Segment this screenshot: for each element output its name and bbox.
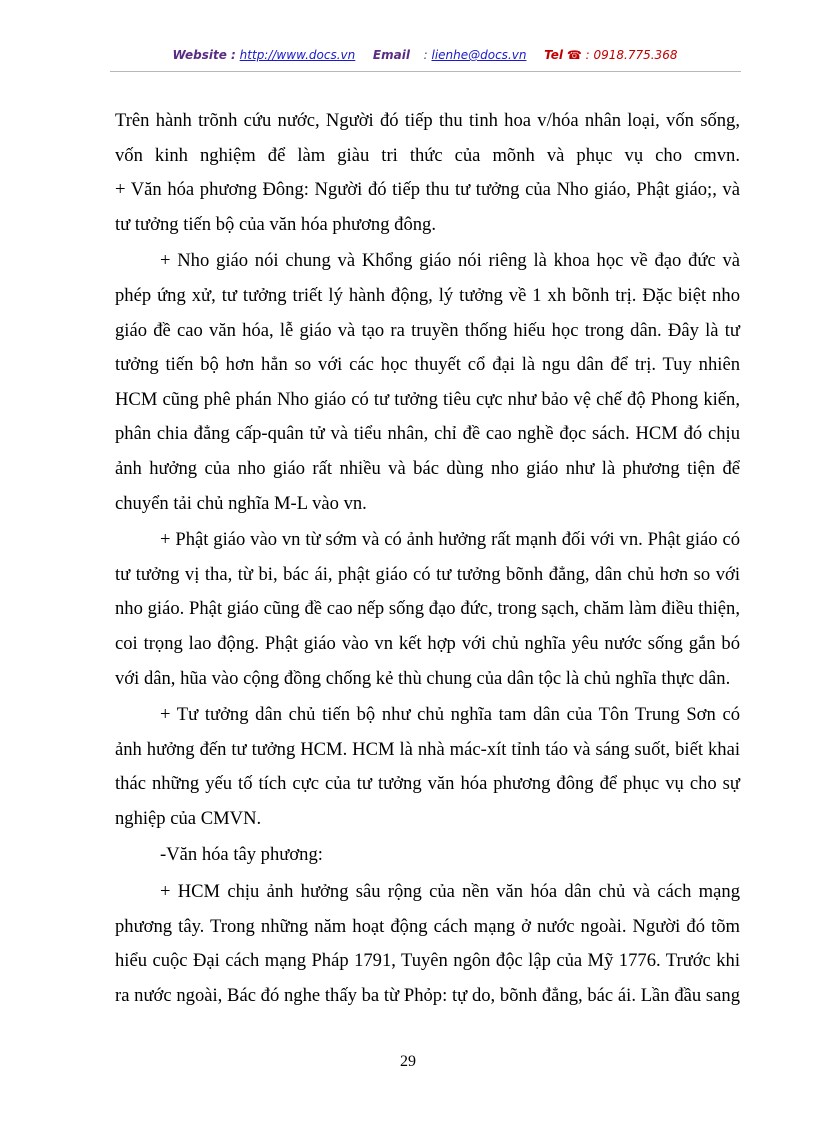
text-line: + HCM chịu ảnh hưởng sâu rộng của nền văn hóa dân chủ và cách mạng	[160, 881, 740, 903]
text-line: tư tưởng vị tha, từ bi, bác ái, phật giáo có tư tưởng bõnh đẳng, dân chủ hơn so với	[115, 563, 740, 585]
text-line: giáo đề cao văn hóa, lễ giáo và tạo ra truyền thống hiếu học trong dân. Đây là tư	[115, 319, 740, 341]
text-line: chuyển tải chủ nghĩa M-L vào vn.	[115, 492, 367, 514]
text-line: với dân, hũa vào cộng đồng chống kẻ thù chung của dân tộc là chủ nghĩa thực dân.	[115, 667, 731, 689]
website-link[interactable]: http://www.docs.vn	[239, 48, 356, 62]
text-line: phân chia đẳng cấp-quân tử và tiểu nhân, chỉ đề cao nghề đọc sách. HCM đó chịu	[115, 423, 740, 445]
text-line: ra nước ngoài, Bác đó nghe thấy ba từ Phỏp: tự do, bõnh đẳng, bác ái. Lần đầu sang	[115, 984, 740, 1006]
text-line: HCM cũng phê phán Nho giáo có tư tưởng tiêu cực như bảo vệ chế độ Phong kiến,	[115, 388, 740, 410]
text-line: hiểu cuộc Đại cách mạng Pháp 1791, Tuyên ngôn độc lập của Mỹ 1776. Trước khi	[115, 950, 740, 972]
text-line: tư tưởng tiến bộ của văn hóa phương đông.	[115, 213, 437, 235]
text-line: nghiệp của CMVN.	[115, 807, 262, 829]
text-line: + Văn hóa phương Đông: Người đó tiếp thu tư tưởng của Nho giáo, Phật giáo;, và	[115, 179, 740, 201]
text-line: ảnh hưởng của nho giáo rất nhiều và bác dùng nho giáo như là phương tiện để	[115, 457, 740, 479]
text-line: + Tư tưởng dân chủ tiến bộ như chủ nghĩa tam dân của Tôn Trung Sơn có	[160, 704, 740, 726]
text-line: phép ứng xử, tư tưởng triết lý hành động, lý tưởng về 1 xh bõnh trị. Đặc biệt nho	[115, 284, 740, 306]
phone-icon: ☎	[566, 48, 582, 62]
page-number: 29	[400, 1053, 416, 1070]
page-header	[110, 48, 740, 70]
text-line: coi trọng lao động. Phật giáo vào vn kết hợp với chủ nghĩa yêu nước sống gắn bó	[115, 632, 740, 654]
text-line: phương tây. Trong những năm hoạt động cách mạng ở nước ngoài. Người đó tõm	[115, 915, 740, 937]
text-line: ảnh hưởng đến tư tưởng HCM. HCM là nhà mác-xít tỉnh táo và sáng suốt, biết khai	[115, 738, 740, 760]
header-rule	[110, 71, 741, 72]
website-label: Website :	[172, 48, 236, 62]
section-heading: -Văn hóa tây phương:	[160, 844, 323, 866]
text-line: + Nho giáo nói chung và Khổng giáo nói riêng là khoa học về đạo đức và	[160, 250, 740, 272]
tel-label: Tel	[544, 48, 564, 62]
text-line: tưởng tiến bộ hơn hẳn so với các học thuyết cổ đại là ngu dân để trị. Tuy nhiên	[115, 354, 740, 376]
text-line: Trên hành trõnh cứu nước, Người đó tiếp thu tinh hoa v/hóa nhân loại, vốn sống,	[115, 110, 740, 131]
text-line: nho giáo. Phật giáo cũng đề cao nếp sống đạo đức, trong sạch, chăm làm điều thiện,	[115, 598, 740, 620]
text-line: + Phật giáo vào vn từ sớm và có ảnh hưởng rất mạnh đối với vn. Phật giáo có	[160, 529, 740, 551]
document-body	[115, 104, 740, 1013]
text-line: vốn kinh nghiệm để làm giàu tri thức của mõnh và phục vụ cho cmvn.	[115, 144, 740, 166]
email-link[interactable]: lienhe@docs.vn	[431, 48, 527, 62]
email-label: Email	[372, 48, 410, 62]
tel-number: : 0918.775.368	[585, 48, 678, 62]
text-line: thác những yếu tố tích cực của tư tưởng văn hóa phương đông để phục vụ cho sự	[115, 773, 740, 795]
email-separator: :	[423, 48, 428, 62]
